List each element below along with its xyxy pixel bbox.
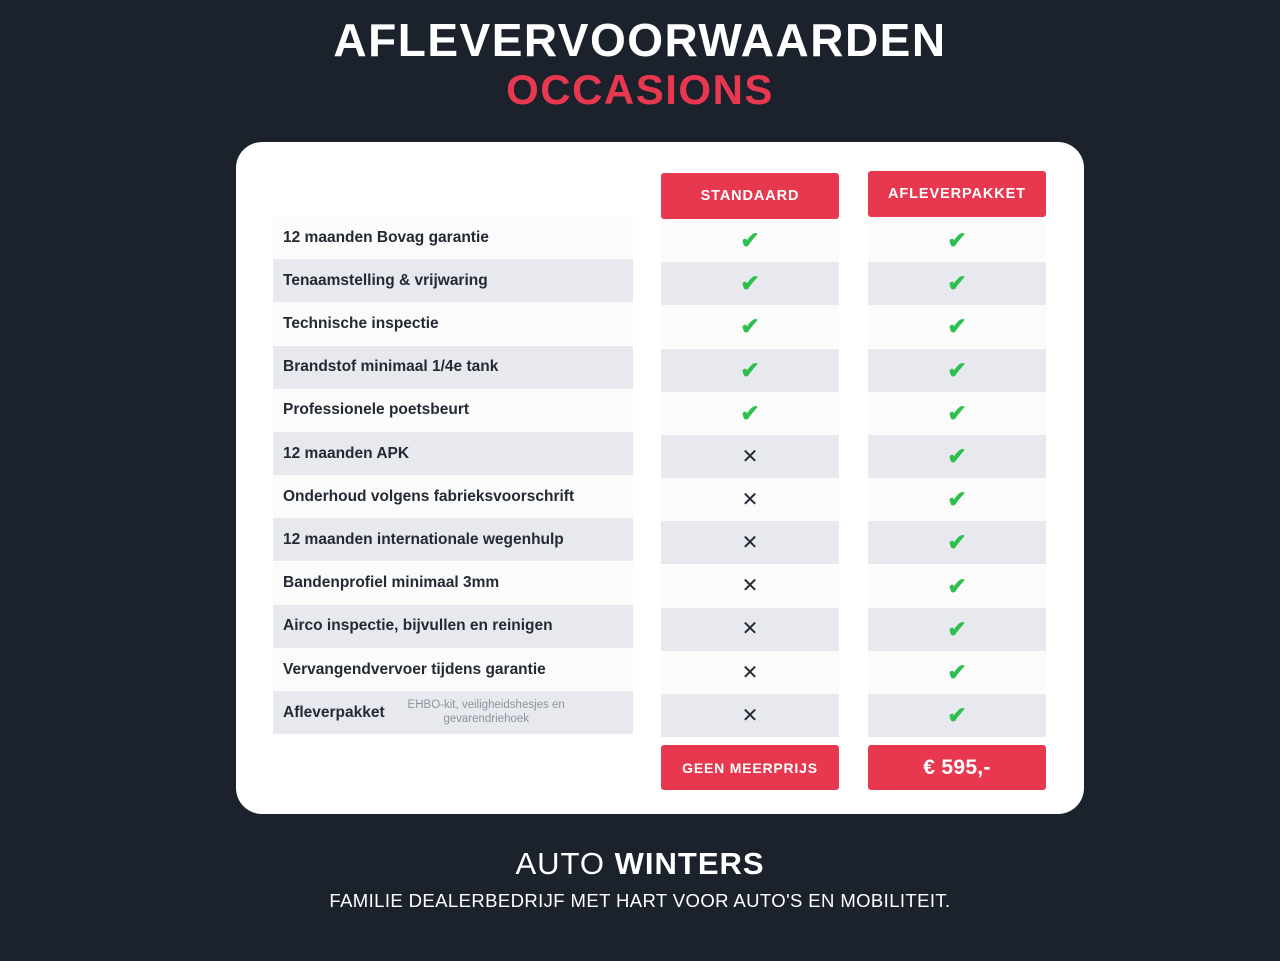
mark-cell-afleverpakket xyxy=(868,565,1046,608)
table-row xyxy=(273,562,633,605)
page-footer xyxy=(0,845,1280,912)
table-row xyxy=(273,259,633,302)
feature-label: Airco inspectie, bijvullen en reinigen xyxy=(283,617,553,635)
cross-icon: ✕ xyxy=(741,488,759,511)
table-row xyxy=(273,216,633,259)
mark-cell-afleverpakket xyxy=(868,392,1046,435)
feature-label: Technische inspectie xyxy=(283,314,439,332)
mark-cell-standaard xyxy=(661,349,839,392)
mark-cell-standaard xyxy=(661,478,839,521)
check-icon: ✔ xyxy=(740,227,760,253)
check-icon: ✔ xyxy=(740,313,760,340)
check-icon: ✔ xyxy=(947,313,967,340)
mark-cell-afleverpakket xyxy=(868,521,1046,564)
table-row xyxy=(273,605,633,648)
check-icon: ✔ xyxy=(947,227,967,253)
brand-name-bold: WINTERS xyxy=(614,846,765,881)
check-icon: ✔ xyxy=(947,356,967,383)
mark-cell-standaard xyxy=(661,435,839,478)
cross-icon: ✕ xyxy=(741,704,759,727)
feature-label: Vervangendvervoer tijdens garantie xyxy=(283,660,546,678)
brand-name-light: AUTO xyxy=(515,846,605,881)
feature-label: 12 maanden APK xyxy=(283,444,410,462)
table-row xyxy=(273,432,633,475)
feature-label: Tenaamstelling & vrijwaring xyxy=(283,271,488,289)
mark-cell-standaard xyxy=(661,305,839,348)
check-icon: ✔ xyxy=(947,572,967,599)
check-icon: ✔ xyxy=(740,356,760,383)
mark-cell-afleverpakket xyxy=(868,219,1046,262)
page-header xyxy=(0,0,1280,114)
mark-cell-afleverpakket xyxy=(868,478,1046,521)
mark-cell-standaard xyxy=(661,521,839,564)
mark-cell-standaard xyxy=(661,219,839,262)
feature-label: Brandstof minimaal 1/4e tank xyxy=(283,358,499,376)
table-row xyxy=(273,389,633,432)
cross-icon: ✕ xyxy=(741,618,759,641)
feature-label: Onderhoud volgens fabrieksvoorschrift xyxy=(283,487,575,505)
price-standaard: GEEN MEERPRIJS xyxy=(661,745,839,790)
mark-cell-standaard xyxy=(661,392,839,435)
mark-cell-standaard xyxy=(661,565,839,608)
check-icon: ✔ xyxy=(947,270,967,297)
table-row xyxy=(273,691,633,734)
brand-logo xyxy=(0,845,1280,884)
feature-label: 12 maanden internationale wegenhulp xyxy=(283,530,564,548)
feature-label: Professionele poetsbeurt xyxy=(283,401,470,419)
mark-cell-afleverpakket xyxy=(868,349,1046,392)
cross-icon: ✕ xyxy=(741,445,759,468)
feature-sublabel: EHBO-kit, veiligheidshesjes en gevarendriehoek xyxy=(407,699,565,725)
check-icon: ✔ xyxy=(947,486,967,513)
table-row xyxy=(273,346,633,389)
check-icon: ✔ xyxy=(947,443,967,469)
mark-cell-afleverpakket xyxy=(868,608,1046,651)
cross-icon: ✕ xyxy=(741,575,759,598)
table-row xyxy=(273,518,633,561)
table-row xyxy=(273,302,633,345)
table-row xyxy=(273,648,633,691)
page-title: AFLEVERVOORWAARDEN xyxy=(333,14,947,66)
comparison-card xyxy=(236,142,1084,814)
mark-cell-standaard xyxy=(661,608,839,651)
check-icon: ✔ xyxy=(947,702,967,729)
check-icon: ✔ xyxy=(947,399,967,426)
check-icon: ✔ xyxy=(947,615,967,642)
mark-cell-standaard xyxy=(661,651,839,694)
check-icon: ✔ xyxy=(947,529,967,556)
comparison-table xyxy=(236,142,1084,814)
check-icon: ✔ xyxy=(740,399,760,426)
cross-icon: ✕ xyxy=(741,661,759,684)
table-row xyxy=(273,475,633,518)
mark-cell-afleverpakket xyxy=(868,305,1046,348)
mark-cell-afleverpakket xyxy=(868,262,1046,305)
mark-cell-afleverpakket xyxy=(868,694,1046,737)
column-header-standaard: STANDAARD xyxy=(661,173,839,219)
page-subtitle: OCCASIONS xyxy=(506,65,774,113)
feature-label: Afleverpakket xyxy=(283,703,385,721)
mark-cell-standaard xyxy=(661,694,839,737)
column-header-afleverpakket: AFLEVERPAKKET xyxy=(868,171,1046,217)
check-icon: ✔ xyxy=(947,659,967,685)
feature-label: Bandenprofiel minimaal 3mm xyxy=(283,574,500,592)
feature-label: 12 maanden Bovag garantie xyxy=(283,228,489,246)
check-icon: ✔ xyxy=(740,270,760,297)
cross-icon: ✕ xyxy=(741,531,759,554)
mark-cell-afleverpakket xyxy=(868,651,1046,694)
price-afleverpakket: € 595,- xyxy=(868,745,1046,790)
brand-tagline: FAMILIE DEALERBEDRIJF MET HART VOOR AUTO'S EN MOBILITEIT. xyxy=(329,889,951,911)
mark-cell-standaard xyxy=(661,262,839,305)
mark-cell-afleverpakket xyxy=(868,435,1046,478)
